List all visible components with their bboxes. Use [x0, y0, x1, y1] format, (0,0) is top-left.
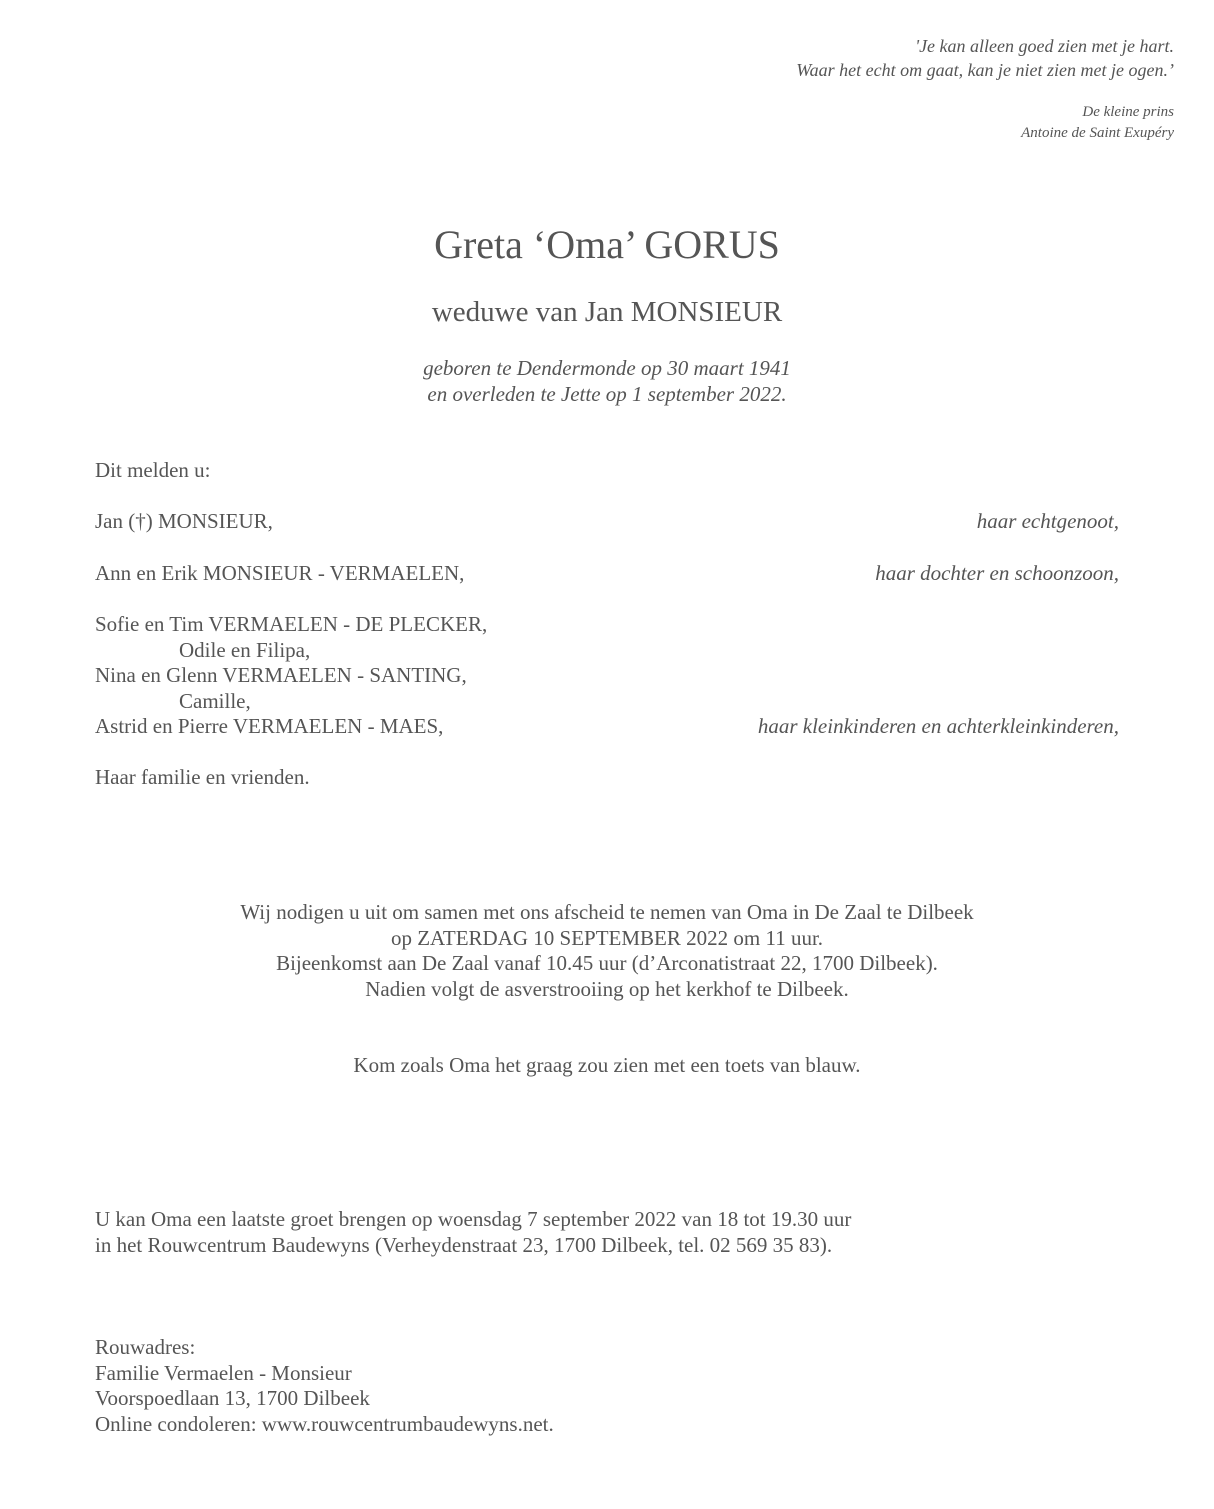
address-street: Voorspoedlaan 13, 1700 Dilbeek: [95, 1386, 370, 1411]
birth-death-dates: [0, 355, 1214, 407]
mourning-address: [95, 1335, 554, 1437]
ceremony-line-4: Nadien volgt de asverstrooiing op het kerkhof te Dilbeek.: [365, 976, 849, 1001]
quote-book: De kleine prins: [1082, 104, 1174, 120]
widow-of: weduwe van Jan MONSIEUR: [431, 296, 783, 328]
family-and-friends: Haar familie en vrienden.: [95, 765, 310, 789]
quote-source: [1021, 102, 1174, 144]
daughter-name: Ann en Erik MONSIEUR - VERMAELEN,: [95, 561, 465, 585]
announcers-intro: Dit melden u:: [95, 458, 211, 482]
quote-author: Antoine de Saint Exupéry: [1021, 125, 1174, 141]
list-item: Camille,: [179, 688, 251, 713]
quote-line-2: Waar het echt om gaat, kan je niet zien met je ogen.’: [796, 60, 1174, 80]
list-item: Sofie en Tim VERMAELEN - DE PLECKER,: [95, 612, 488, 636]
address-label: Rouwadres:: [95, 1335, 196, 1359]
died-line: en overleden te Jette op 1 september 2022.: [427, 382, 787, 406]
grandchildren-relation: haar kleinkinderen en achterkleinkinderen,: [757, 714, 1119, 738]
quote-line-1: 'Je kan alleen goed zien met je hart.: [915, 36, 1174, 56]
ceremony-line-2: op ZATERDAG 10 SEPTEMBER 2022 om 11 uur.: [390, 925, 824, 950]
visitation: [95, 1207, 851, 1258]
ceremony-line-3: Bijeenkomst aan De Zaal vanaf 10.45 uur (d’Arconatistraat 22, 1700 Dilbeek).: [276, 951, 938, 976]
ceremony-line-1: Wij nodigen u uit om samen met ons afscheid te nemen van Oma in De Zaal te Dilbeek: [240, 900, 974, 924]
address-family: Familie Vermaelen - Monsieur: [95, 1360, 352, 1385]
daughter-relation: haar dochter en schoonzoon,: [875, 561, 1119, 585]
spouse-relation: haar echtgenoot,: [976, 509, 1119, 533]
grandchildren-list: [95, 612, 487, 740]
list-item: Astrid en Pierre VERMAELEN - MAES,: [95, 714, 444, 739]
dress-code: Kom zoals Oma het graag zou zien met een toets van blauw.: [353, 1053, 861, 1077]
quote: [796, 34, 1174, 82]
ceremony-invitation: [0, 900, 1214, 1002]
spouse-name: Jan (†) MONSIEUR,: [95, 509, 273, 533]
born-line: geboren te Dendermonde op 30 maart 1941: [423, 356, 791, 380]
visitation-line-1: U kan Oma een laatste groet brengen op woensdag 7 september 2022 van 18 tot 19.30 uur: [95, 1207, 852, 1231]
list-item: Odile en Filipa,: [179, 637, 311, 662]
online-condolences: Online condoleren: www.rouwcentrumbaudewyns.net.: [95, 1411, 554, 1436]
deceased-name: Greta ‘Oma’ GORUS: [434, 222, 780, 267]
visitation-line-2: in het Rouwcentrum Baudewyns (Verheydenstraat 23, 1700 Dilbeek, tel. 02 569 35 83).: [95, 1232, 833, 1257]
list-item: Nina en Glenn VERMAELEN - SANTING,: [95, 663, 467, 688]
